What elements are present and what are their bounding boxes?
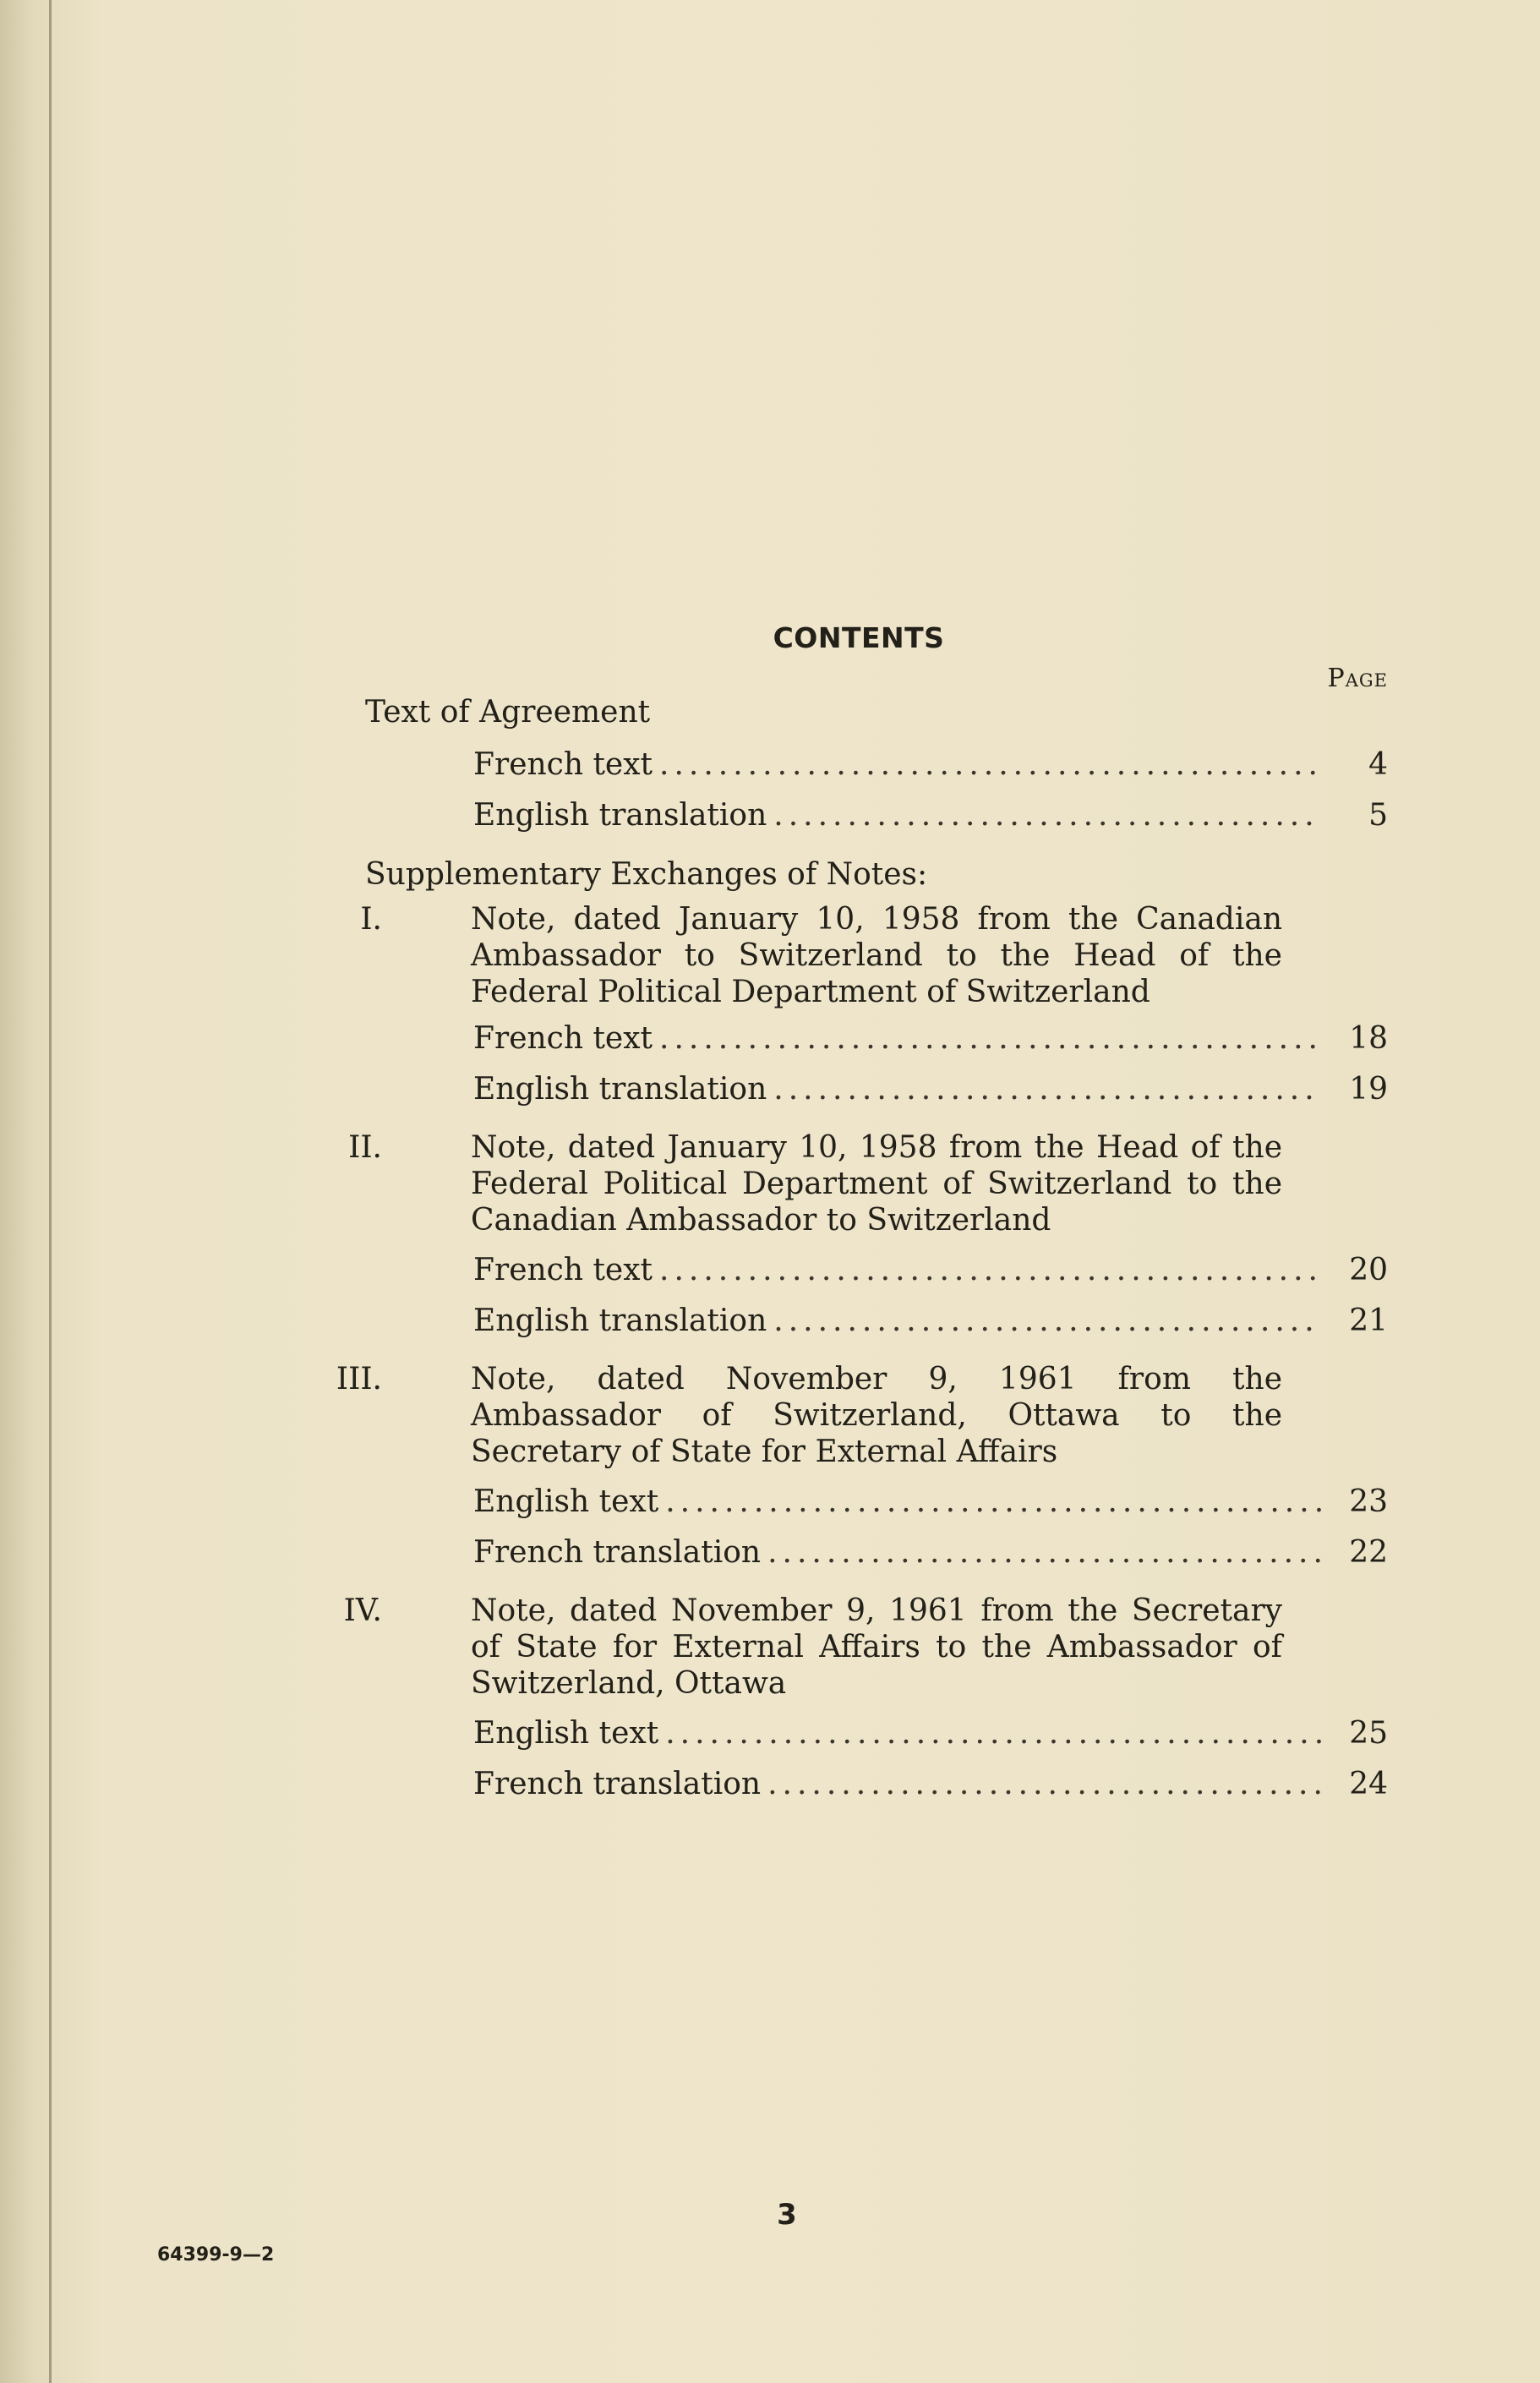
note-text: Note, dated January 10, 1958 from the Canadian Ambassador to Switzerland to the Head of the Federal Political Department of Switzerland	[471, 902, 1282, 1009]
toc-entry	[473, 798, 1388, 834]
toc-entry-label: English text	[473, 1484, 659, 1519]
note-numeral: III.	[336, 1362, 382, 1396]
dot-leader	[773, 1304, 1322, 1339]
toc-entry	[473, 1716, 1388, 1752]
note-item	[348, 1129, 1285, 1238]
note-item	[360, 901, 1285, 1010]
dot-leader	[767, 1767, 1322, 1802]
toc-entry-label: English translation	[473, 1072, 767, 1107]
toc-entry-label: English translation	[473, 798, 767, 833]
toc-entry-label: French text	[473, 1021, 653, 1056]
toc-entry-page: 20	[1349, 1253, 1388, 1287]
note-text: Note, dated January 10, 1958 from the Head of the Federal Political Department of Switzerland to the Canadian Ambassador to Switzerland	[471, 1130, 1282, 1238]
toc-entry	[473, 1304, 1388, 1339]
toc-entry-page: 5	[1368, 798, 1388, 833]
dot-leader	[665, 1716, 1322, 1752]
toc-entry-label: French translation	[473, 1767, 762, 1801]
dot-leader	[665, 1484, 1322, 1520]
contents-heading: CONTENTS	[773, 621, 945, 654]
toc-entry-label: English translation	[473, 1304, 767, 1338]
toc-entry-page: 22	[1349, 1535, 1388, 1570]
toc-entry-label: English text	[473, 1716, 659, 1751]
page-column-label: Page	[1327, 664, 1388, 693]
note-item	[343, 1593, 1285, 1702]
dot-leader	[773, 798, 1322, 834]
toc-entry	[473, 1484, 1388, 1520]
toc-entry-label: French text	[473, 1253, 653, 1287]
dot-leader	[659, 747, 1322, 783]
note-item	[336, 1361, 1285, 1470]
dot-leader	[767, 1535, 1322, 1571]
toc-entry	[473, 1021, 1388, 1057]
dot-leader	[659, 1253, 1322, 1288]
toc-entry	[473, 1072, 1388, 1107]
toc-entry-page: 24	[1349, 1767, 1388, 1801]
note-text: Note, dated November 9, 1961 from the Ambassador of Switzerland, Ottawa to the Secretary of State for External Affairs	[471, 1362, 1282, 1469]
toc-entry-page: 23	[1349, 1484, 1388, 1519]
toc-entry-page: 19	[1349, 1072, 1388, 1107]
note-numeral: II.	[348, 1130, 382, 1165]
page-number: 3	[777, 2198, 797, 2232]
toc-entry-page: 18	[1349, 1021, 1388, 1056]
note-numeral: IV.	[343, 1593, 382, 1628]
toc-entry-label: French text	[473, 747, 653, 782]
toc-entry-page: 4	[1368, 747, 1388, 782]
print-code: 64399-9—2	[157, 2244, 275, 2265]
note-numeral: I.	[360, 902, 382, 937]
dot-leader	[773, 1072, 1322, 1107]
toc-entry-page: 25	[1349, 1716, 1388, 1751]
note-text: Note, dated November 9, 1961 from the Secretary of State for External Affairs to the Ambassador of Switzerland, Ottawa	[471, 1593, 1282, 1701]
toc-entry	[473, 1767, 1388, 1802]
section-title-supplementary: Supplementary Exchanges of Notes:	[365, 857, 928, 892]
toc-entry	[473, 747, 1388, 783]
dot-leader	[659, 1021, 1322, 1057]
toc-entry	[473, 1253, 1388, 1288]
toc-entry	[473, 1535, 1388, 1571]
toc-entry-page: 21	[1349, 1304, 1388, 1338]
section-title-agreement: Text of Agreement	[365, 695, 651, 730]
toc-entry-label: French translation	[473, 1535, 762, 1570]
